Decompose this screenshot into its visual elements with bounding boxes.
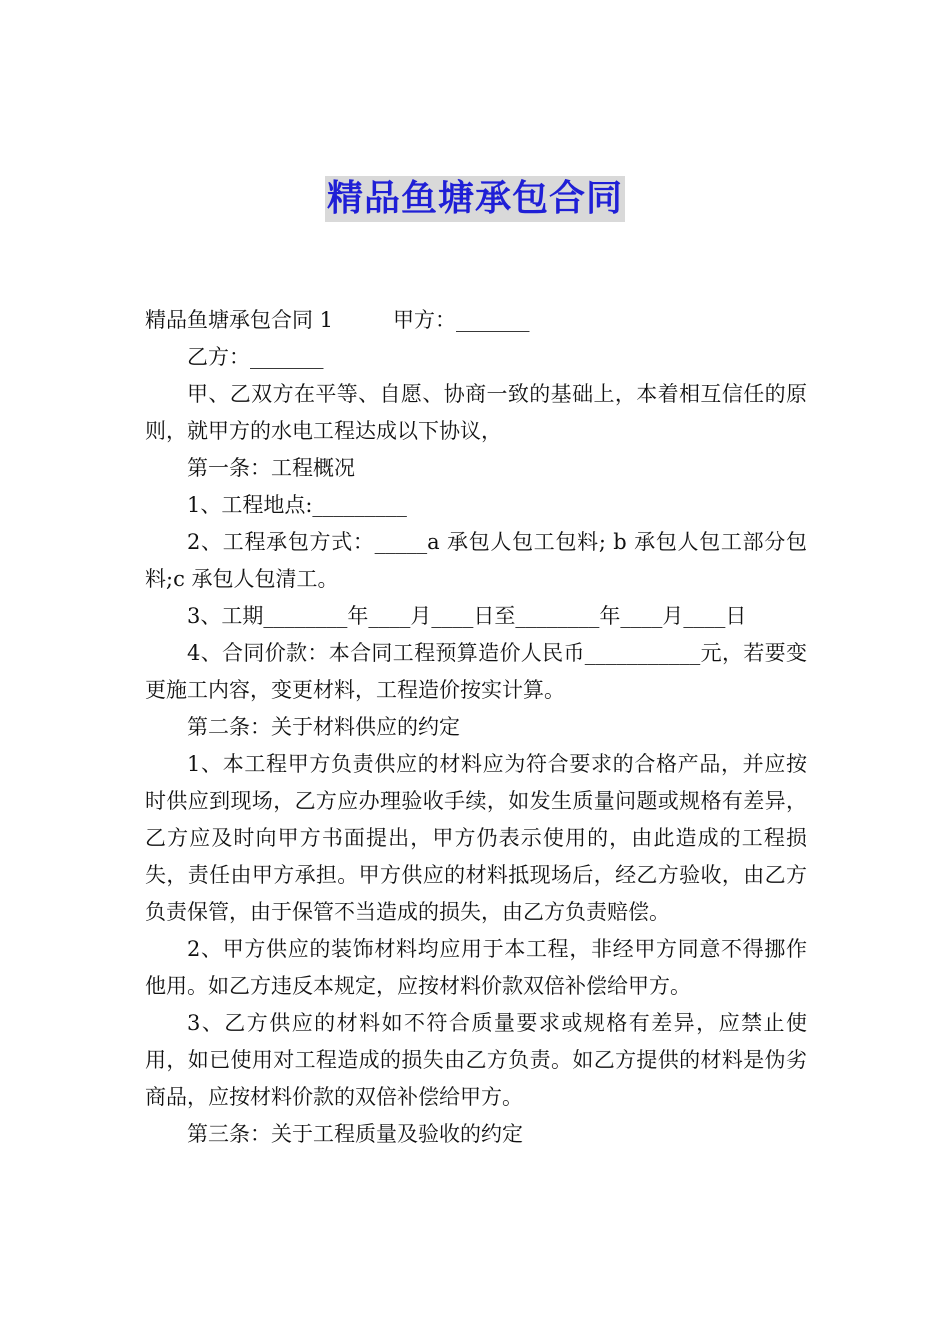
paragraph: 4、合同价款：本合同工程预算造价人民币___________元，若要变更施工内容，变更材料，工程造价按实计算。 — [145, 641, 807, 702]
paragraph: 2、工程承包方式：_____a 承包人包工包料; b 承包人包工部分包料;c 承包人包清工。 — [145, 530, 807, 591]
paragraph: 1、工程地点:_________ — [187, 493, 407, 517]
paragraph: 2、甲方供应的装饰材料均应用于本工程，非经甲方同意不得挪作他用。如乙方违反本规定，应按材料价款双倍补偿给甲方。 — [145, 937, 807, 998]
paragraph: 乙方：_______ — [187, 345, 324, 369]
party-a-line: 甲方：_______ — [393, 308, 530, 332]
section-heading: 第三条：关于工程质量及验收的约定 — [187, 1122, 523, 1146]
paragraph: 3、工期________年____月____日至________年____月____日 — [187, 604, 747, 628]
intro-line — [145, 302, 807, 339]
section-heading: 第二条：关于材料供应的约定 — [187, 715, 460, 739]
title-block — [0, 176, 950, 222]
section-heading: 第一条：工程概况 — [187, 456, 355, 480]
document-body — [145, 302, 807, 1153]
paragraph: 1、本工程甲方负责供应的材料应为符合要求的合格产品，并应按时供应到现场，乙方应办理验收手续，如发生质量问题或规格有差异，乙方应及时向甲方书面提出，甲方仍表示使用的，由此造成的工程损失，责任由甲方承担。甲方供应的材料抵现场后，经乙方验收，由乙方负责保管，由于保管不当造成的损失，由乙方负责赔偿。 — [145, 752, 807, 924]
doc-label: 精品鱼塘承包合同 1 — [145, 308, 334, 332]
paragraph: 甲、乙双方在平等、自愿、协商一致的基础上，本着相互信任的原则，就甲方的水电工程达成以下协议， — [145, 382, 807, 443]
paragraph: 3、乙方供应的材料如不符合质量要求或规格有差异，应禁止使用，如已使用对工程造成的损失由乙方负责。如乙方提供的材料是伪劣商品，应按材料价款的双倍补偿给甲方。 — [145, 1011, 807, 1109]
document-title: 精品鱼塘承包合同 — [325, 176, 625, 222]
